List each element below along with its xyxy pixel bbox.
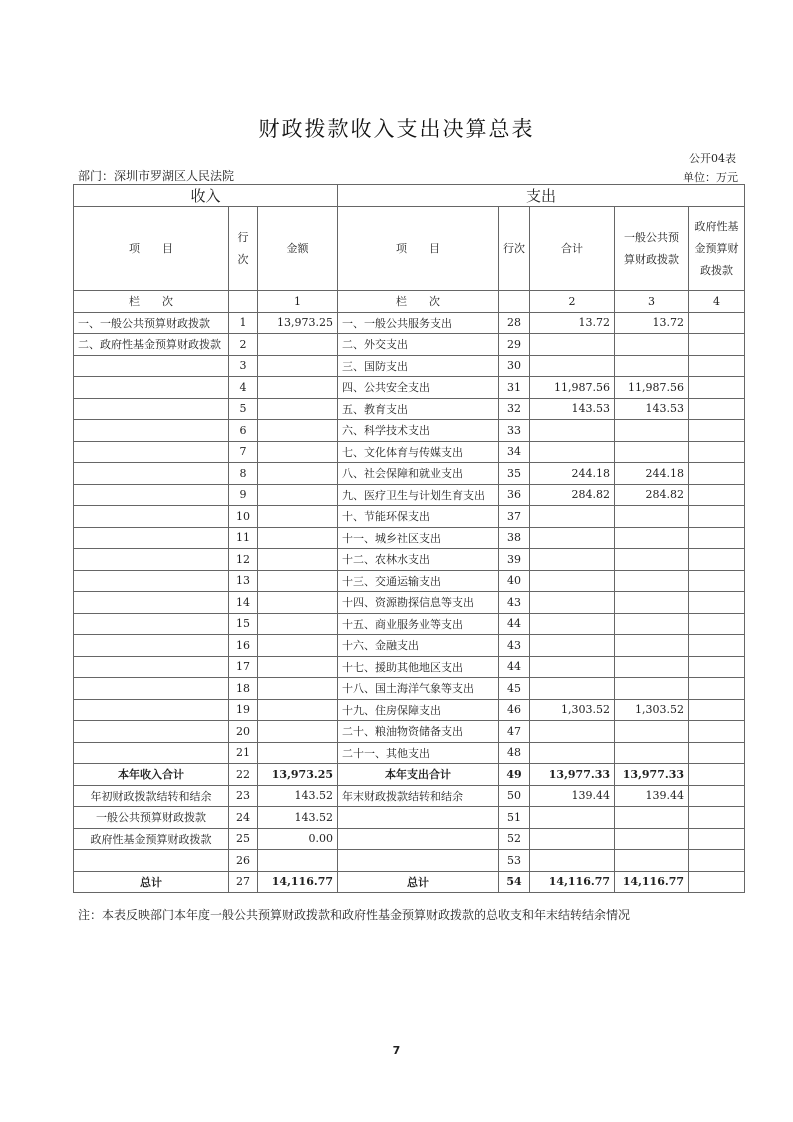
summary-row — [74, 871, 745, 893]
expense-total-cell: 244.18 — [530, 463, 615, 485]
expense-fund-cell — [689, 549, 745, 571]
expense-total-cell — [530, 420, 615, 442]
table-row — [74, 635, 745, 657]
income-line-cell: 10 — [229, 506, 258, 528]
income-amount-cell — [258, 742, 338, 764]
expense-item-cell: 二十、粮油物资储备支出 — [338, 721, 499, 743]
expense-fund-cell — [689, 377, 745, 399]
income-line-cell: 16 — [229, 635, 258, 657]
expense-total-cell — [530, 656, 615, 678]
expense-line-cell: 34 — [499, 441, 530, 463]
expense-general-cell — [615, 506, 689, 528]
unit-label: 单位：万元 — [683, 171, 738, 184]
expense-item-cell: 七、文化体育与传媒支出 — [338, 441, 499, 463]
expense-line-cell: 49 — [499, 764, 530, 786]
expense-item-cell: 年末财政拨款结转和结余 — [338, 785, 499, 807]
expense-total-cell: 13,977.33 — [530, 764, 615, 786]
expense-general-cell — [615, 635, 689, 657]
expense-line-cell: 44 — [499, 656, 530, 678]
income-item-cell — [74, 742, 229, 764]
table-row — [74, 355, 745, 377]
expense-total-cell — [530, 527, 615, 549]
income-line-cell: 6 — [229, 420, 258, 442]
income-line-cell: 12 — [229, 549, 258, 571]
table-row — [74, 721, 745, 743]
income-amount-cell: 0.00 — [258, 828, 338, 850]
income-amount-cell — [258, 699, 338, 721]
income-amount-cell — [258, 398, 338, 420]
expense-fund-cell — [689, 592, 745, 614]
expense-line-cell: 32 — [499, 398, 530, 420]
expense-total-cell: 139.44 — [530, 785, 615, 807]
expense-line-cell: 52 — [499, 828, 530, 850]
expense-fund-cell — [689, 721, 745, 743]
income-line-cell: 15 — [229, 613, 258, 635]
expense-fund-cell — [689, 506, 745, 528]
income-amount-cell: 143.52 — [258, 785, 338, 807]
form-number: 公开04表 — [689, 152, 736, 165]
expense-fund-cell — [689, 334, 745, 356]
income-item-cell: 二、政府性基金预算财政拨款 — [74, 334, 229, 356]
expense-fund-cell — [689, 355, 745, 377]
expense-line-cell: 40 — [499, 570, 530, 592]
income-amount-cell: 143.52 — [258, 807, 338, 829]
expense-item-cell: 十七、援助其他地区支出 — [338, 656, 499, 678]
expense-total-cell: 11,987.56 — [530, 377, 615, 399]
expense-total-cell — [530, 635, 615, 657]
expense-fund-cell — [689, 613, 745, 635]
page-number: 7 — [392, 1044, 401, 1057]
income-item-cell — [74, 506, 229, 528]
expense-line-cell: 44 — [499, 613, 530, 635]
income-amount-cell — [258, 463, 338, 485]
expense-general-cell: 244.18 — [615, 463, 689, 485]
income-line-cell: 1 — [229, 312, 258, 334]
income-line-cell: 11 — [229, 527, 258, 549]
expense-line-cell: 48 — [499, 742, 530, 764]
budget-summary-table — [73, 184, 745, 893]
income-item-cell: 一、一般公共预算财政拨款 — [74, 312, 229, 334]
income-amount-header: 金额 — [258, 207, 338, 291]
income-line-cell: 22 — [229, 764, 258, 786]
footnote: 注：本表反映部门本年度一般公共预算财政拨款和政府性基金预算财政拨款的总收支和年末结转结余情况 — [78, 908, 631, 922]
expense-general-cell: 284.82 — [615, 484, 689, 506]
table-row — [74, 463, 745, 485]
income-item-cell — [74, 613, 229, 635]
expense-general-cell: 14,116.77 — [615, 871, 689, 893]
table-row — [74, 506, 745, 528]
expense-fund-cell — [689, 441, 745, 463]
expense-line-cell: 29 — [499, 334, 530, 356]
expense-item-cell — [338, 807, 499, 829]
table-row — [74, 312, 745, 334]
expense-general-cell — [615, 828, 689, 850]
expense-general-cell — [615, 527, 689, 549]
income-item-cell — [74, 678, 229, 700]
income-item-cell — [74, 527, 229, 549]
expense-line-cell: 35 — [499, 463, 530, 485]
expense-item-cell — [338, 828, 499, 850]
table-row — [74, 527, 745, 549]
expense-total-cell: 14,116.77 — [530, 871, 615, 893]
income-amount-cell — [258, 441, 338, 463]
income-line-cell: 5 — [229, 398, 258, 420]
income-amount-cell — [258, 635, 338, 657]
expense-line-cell: 50 — [499, 785, 530, 807]
income-amount-cell — [258, 570, 338, 592]
income-amount-cell: 13,973.25 — [258, 764, 338, 786]
income-item-cell: 一般公共预算财政拨款 — [74, 807, 229, 829]
expense-item-cell — [338, 850, 499, 872]
income-item-cell — [74, 484, 229, 506]
income-item-cell: 总计 — [74, 871, 229, 893]
expense-general-cell — [615, 355, 689, 377]
expense-general-cell — [615, 334, 689, 356]
expense-fund-cell — [689, 807, 745, 829]
table-row — [74, 613, 745, 635]
income-amount-cell — [258, 549, 338, 571]
income-amount-cell — [258, 377, 338, 399]
expense-line-cell: 53 — [499, 850, 530, 872]
expense-general-cell — [615, 441, 689, 463]
income-item-cell: 年初财政拨款结转和结余 — [74, 785, 229, 807]
income-amount-cell — [258, 506, 338, 528]
income-line-cell: 17 — [229, 656, 258, 678]
income-item-header: 项 目 — [74, 207, 229, 291]
summary-row — [74, 828, 745, 850]
table-row — [74, 656, 745, 678]
expense-line-header: 行次 — [499, 207, 530, 291]
expense-total-cell — [530, 613, 615, 635]
expense-general-cell: 13,977.33 — [615, 764, 689, 786]
expense-general-cell: 143.53 — [615, 398, 689, 420]
expense-line-cell: 33 — [499, 420, 530, 442]
income-amount-cell — [258, 850, 338, 872]
expense-total-cell: 1,303.52 — [530, 699, 615, 721]
income-amount-cell: 13,973.25 — [258, 312, 338, 334]
expense-general-cell — [615, 420, 689, 442]
income-line-cell: 3 — [229, 355, 258, 377]
expense-total-cell: 13.72 — [530, 312, 615, 334]
column-index-empty — [499, 291, 530, 313]
expense-total-cell — [530, 355, 615, 377]
expense-item-cell: 十五、商业服务业等支出 — [338, 613, 499, 635]
expense-section-header: 支出 — [338, 185, 745, 207]
expense-fund-cell — [689, 635, 745, 657]
income-line-cell: 7 — [229, 441, 258, 463]
expense-fund-cell — [689, 463, 745, 485]
income-item-cell — [74, 549, 229, 571]
expense-line-cell: 31 — [499, 377, 530, 399]
expense-fund-cell — [689, 850, 745, 872]
income-item-cell — [74, 463, 229, 485]
table-row — [74, 441, 745, 463]
table-row — [74, 484, 745, 506]
expense-total-cell — [530, 850, 615, 872]
expense-item-cell: 十九、住房保障支出 — [338, 699, 499, 721]
expense-fund-cell — [689, 656, 745, 678]
income-amount-cell — [258, 355, 338, 377]
expense-item-cell: 十、节能环保支出 — [338, 506, 499, 528]
expense-fund-cell — [689, 678, 745, 700]
income-amount-cell — [258, 484, 338, 506]
expense-item-cell: 八、社会保障和就业支出 — [338, 463, 499, 485]
income-line-cell: 26 — [229, 850, 258, 872]
page-title: 财政拨款收入支出决算总表 — [258, 117, 535, 141]
expense-item-cell: 三、国防支出 — [338, 355, 499, 377]
expense-fund-cell — [689, 828, 745, 850]
expense-total-cell — [530, 570, 615, 592]
expense-total-cell — [530, 828, 615, 850]
income-amount-cell — [258, 420, 338, 442]
table-row — [74, 699, 745, 721]
expense-line-cell: 43 — [499, 635, 530, 657]
income-item-cell — [74, 850, 229, 872]
expense-item-cell: 一、一般公共服务支出 — [338, 312, 499, 334]
income-item-cell — [74, 377, 229, 399]
expense-item-cell: 四、公共安全支出 — [338, 377, 499, 399]
expense-item-header: 项 目 — [338, 207, 499, 291]
table-row — [74, 334, 745, 356]
income-amount-cell — [258, 613, 338, 635]
income-line-cell: 21 — [229, 742, 258, 764]
expense-fund-cell — [689, 398, 745, 420]
expense-total-cell — [530, 549, 615, 571]
expense-item-cell: 二十一、其他支出 — [338, 742, 499, 764]
table-row — [74, 570, 745, 592]
expense-total-cell — [530, 506, 615, 528]
income-item-cell — [74, 656, 229, 678]
expense-item-cell: 十六、金融支出 — [338, 635, 499, 657]
income-line-cell: 27 — [229, 871, 258, 893]
income-line-cell: 23 — [229, 785, 258, 807]
column-index-1: 1 — [258, 291, 338, 313]
expense-fund-cell — [689, 527, 745, 549]
expense-item-cell: 五、教育支出 — [338, 398, 499, 420]
income-line-cell: 14 — [229, 592, 258, 614]
expense-general-cell — [615, 850, 689, 872]
expense-line-cell: 37 — [499, 506, 530, 528]
expense-fund-cell — [689, 312, 745, 334]
income-item-cell: 政府性基金预算财政拨款 — [74, 828, 229, 850]
expense-total-cell — [530, 678, 615, 700]
income-line-cell: 19 — [229, 699, 258, 721]
expense-total-cell — [530, 721, 615, 743]
income-amount-cell — [258, 721, 338, 743]
income-item-cell — [74, 441, 229, 463]
expense-total-cell — [530, 334, 615, 356]
expense-fund-cell — [689, 699, 745, 721]
expense-item-cell: 十四、资源勘探信息等支出 — [338, 592, 499, 614]
expense-fund-cell — [689, 785, 745, 807]
expense-item-cell: 本年支出合计 — [338, 764, 499, 786]
table-row — [74, 592, 745, 614]
income-item-cell — [74, 635, 229, 657]
expense-line-cell: 54 — [499, 871, 530, 893]
expense-line-cell: 51 — [499, 807, 530, 829]
income-line-cell: 24 — [229, 807, 258, 829]
income-line-header: 行次 — [229, 207, 258, 291]
expense-general-cell — [615, 678, 689, 700]
expense-general-cell: 13.72 — [615, 312, 689, 334]
expense-general-cell — [615, 613, 689, 635]
department-label: 部门：深圳市罗湖区人民法院 — [78, 169, 235, 183]
expense-item-cell: 九、医疗卫生与计划生育支出 — [338, 484, 499, 506]
income-section-header: 收入 — [74, 185, 338, 207]
expense-general-cell: 11,987.56 — [615, 377, 689, 399]
income-line-cell: 9 — [229, 484, 258, 506]
income-line-cell: 13 — [229, 570, 258, 592]
summary-row — [74, 785, 745, 807]
income-item-cell — [74, 592, 229, 614]
expense-general-cell — [615, 570, 689, 592]
expense-item-cell: 十一、城乡社区支出 — [338, 527, 499, 549]
expense-fund-cell — [689, 742, 745, 764]
income-amount-cell — [258, 678, 338, 700]
column-index-label: 栏 次 — [74, 291, 229, 313]
expense-item-cell: 二、外交支出 — [338, 334, 499, 356]
income-line-cell: 2 — [229, 334, 258, 356]
expense-line-cell: 39 — [499, 549, 530, 571]
column-index-3: 3 — [615, 291, 689, 313]
table-row — [74, 678, 745, 700]
expense-item-cell: 总计 — [338, 871, 499, 893]
income-item-cell — [74, 420, 229, 442]
expense-fund-cell — [689, 420, 745, 442]
expense-item-cell: 十二、农林水支出 — [338, 549, 499, 571]
expense-fund-cell — [689, 570, 745, 592]
expense-total-cell — [530, 592, 615, 614]
table-row — [74, 742, 745, 764]
expense-item-cell: 十八、国土海洋气象等支出 — [338, 678, 499, 700]
expense-line-cell: 38 — [499, 527, 530, 549]
expense-line-cell: 45 — [499, 678, 530, 700]
summary-row — [74, 807, 745, 829]
income-line-cell: 25 — [229, 828, 258, 850]
expense-total-cell: 143.53 — [530, 398, 615, 420]
income-amount-cell — [258, 656, 338, 678]
expense-general-cell — [615, 592, 689, 614]
income-line-cell: 8 — [229, 463, 258, 485]
expense-line-cell: 47 — [499, 721, 530, 743]
income-amount-cell — [258, 527, 338, 549]
expense-total-cell — [530, 742, 615, 764]
column-index-label: 栏 次 — [338, 291, 499, 313]
table-row — [74, 377, 745, 399]
table-row — [74, 549, 745, 571]
expense-fund-cell — [689, 764, 745, 786]
column-index-2: 2 — [530, 291, 615, 313]
expense-fund-header: 政府性基金预算财政拨款 — [689, 207, 745, 291]
expense-item-cell: 六、科学技术支出 — [338, 420, 499, 442]
expense-line-cell: 46 — [499, 699, 530, 721]
income-item-cell: 本年收入合计 — [74, 764, 229, 786]
expense-line-cell: 28 — [499, 312, 530, 334]
column-index-4: 4 — [689, 291, 745, 313]
table-row — [74, 420, 745, 442]
income-item-cell — [74, 355, 229, 377]
expense-total-cell — [530, 441, 615, 463]
column-index-empty — [229, 291, 258, 313]
expense-total-cell — [530, 807, 615, 829]
income-line-cell: 20 — [229, 721, 258, 743]
expense-line-cell: 30 — [499, 355, 530, 377]
expense-general-cell — [615, 721, 689, 743]
income-line-cell: 4 — [229, 377, 258, 399]
summary-row — [74, 850, 745, 872]
expense-general-header: 一般公共预算财政拨款 — [615, 207, 689, 291]
summary-row — [74, 764, 745, 786]
income-line-cell: 18 — [229, 678, 258, 700]
income-item-cell — [74, 398, 229, 420]
income-item-cell — [74, 570, 229, 592]
expense-item-cell: 十三、交通运输支出 — [338, 570, 499, 592]
expense-total-header: 合计 — [530, 207, 615, 291]
expense-fund-cell — [689, 484, 745, 506]
income-amount-cell: 14,116.77 — [258, 871, 338, 893]
expense-general-cell — [615, 742, 689, 764]
expense-general-cell: 139.44 — [615, 785, 689, 807]
income-item-cell — [74, 721, 229, 743]
expense-fund-cell — [689, 871, 745, 893]
expense-line-cell: 43 — [499, 592, 530, 614]
income-item-cell — [74, 699, 229, 721]
expense-general-cell: 1,303.52 — [615, 699, 689, 721]
expense-line-cell: 36 — [499, 484, 530, 506]
table-row — [74, 398, 745, 420]
expense-general-cell — [615, 549, 689, 571]
expense-general-cell — [615, 807, 689, 829]
income-amount-cell — [258, 334, 338, 356]
income-amount-cell — [258, 592, 338, 614]
expense-general-cell — [615, 656, 689, 678]
expense-total-cell: 284.82 — [530, 484, 615, 506]
